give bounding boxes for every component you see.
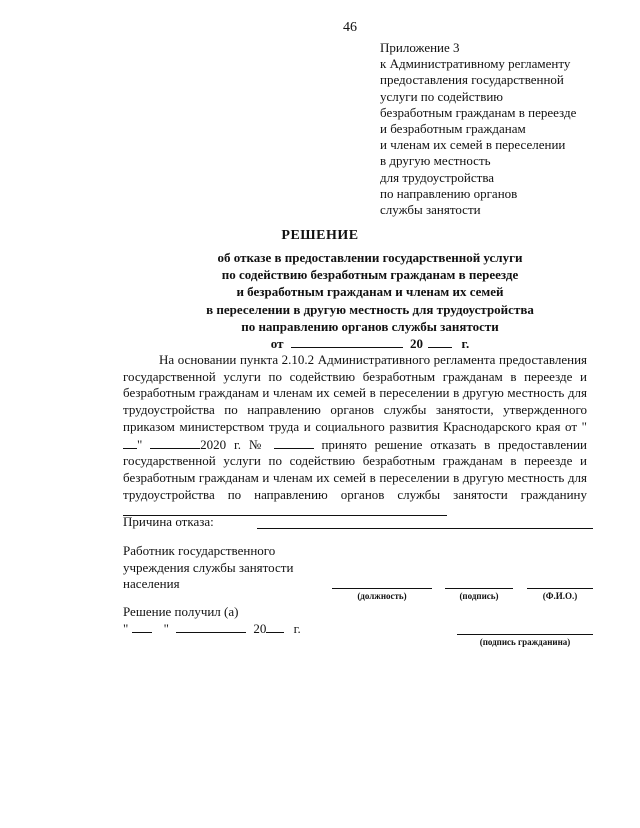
- appendix-line: в другую местность: [380, 153, 491, 169]
- document-title: РЕШЕНИЕ: [281, 228, 359, 243]
- body-text-part: 2020 г. №: [200, 436, 266, 452]
- full-name-caption: (Ф.И.О.): [542, 591, 578, 601]
- receipt-year-blank: [266, 620, 284, 633]
- employee-line: учреждения службы занятости: [123, 559, 294, 575]
- body-text-part: На основании пункта 2.10.2 Административного регламента предоставления государственной услуги по содействию безработным гражданам в переезде и безработным гражданам и членам их семей в переселении в другую местность для трудоустройства по направлению органов службы занятости, утвержденного приказом министерством труда и социального развития Краснодарского края от ": [123, 352, 587, 434]
- receipt-date-line: [123, 620, 301, 637]
- appendix-line: и членам их семей в переселении: [380, 137, 566, 153]
- date-suffix: г.: [461, 336, 470, 352]
- document-subtitle: [160, 249, 580, 352]
- full-name-line: [527, 588, 593, 589]
- date-prefix: от: [270, 336, 284, 352]
- citizen-signature-caption: (подпись гражданина): [479, 637, 571, 647]
- receipt-suffix: г.: [293, 621, 301, 636]
- citizen-signature-line: [457, 634, 593, 635]
- date-year: 20: [410, 336, 424, 352]
- date-blank: [291, 335, 403, 348]
- decision-date-line: [160, 335, 580, 352]
- subtitle-line: по направлению органов службы занятости: [241, 318, 499, 334]
- appendix-line: для трудоустройства: [380, 169, 495, 185]
- appendix-line: Приложение 3: [380, 40, 460, 55]
- quote-close: ": [163, 621, 169, 636]
- decision-body: [123, 352, 587, 521]
- body-text-part: принято решение отказать в предоставлении государственной услуги по содействию безработным гражданам в переезде и безработным гражданам и членам их семей в переселении в другую местность для трудоустройства по направлению органов службы занятости гражданину: [123, 436, 587, 502]
- subtitle-line: и безработным гражданам и членам их семей: [236, 284, 504, 300]
- order-month-blank: [150, 436, 200, 449]
- appendix-line: службы занятости: [380, 202, 481, 218]
- receipt-label: Решение получил (а): [123, 604, 239, 619]
- receipt-month-blank: [176, 620, 246, 633]
- position-line: [332, 588, 432, 589]
- appendix-line: услуги по содействию: [380, 88, 503, 104]
- subtitle-line: об отказе в предоставлении государственной услуги: [217, 250, 523, 265]
- body-text-part: ": [137, 436, 143, 452]
- employee-block: [123, 543, 293, 593]
- employee-line: населения: [123, 576, 180, 591]
- page-number: 46: [343, 20, 357, 35]
- signature-line: [445, 588, 513, 589]
- receipt-year: 20: [253, 621, 267, 636]
- subtitle-line: по содействию безработным гражданам в переезде: [221, 267, 519, 283]
- decision-paragraph: [123, 352, 587, 521]
- order-number-blank: [274, 436, 314, 449]
- appendix-line: безработным гражданам в переезде: [380, 104, 577, 120]
- signature-caption: (подпись): [459, 591, 499, 601]
- appendix-line: и безработным гражданам: [380, 121, 526, 137]
- appendix-line: предоставления государственной: [380, 72, 564, 88]
- refusal-reason-label: Причина отказа:: [123, 514, 214, 529]
- year-blank: [428, 335, 452, 348]
- quote-open: ": [123, 621, 129, 636]
- employee-line: Работник государственного: [123, 543, 276, 558]
- receipt-block: [123, 604, 301, 637]
- position-caption: (должность): [357, 591, 407, 601]
- receipt-day-blank: [132, 620, 152, 633]
- refusal-reason-blank: [257, 528, 593, 529]
- order-day-blank: [123, 436, 137, 449]
- appendix-line: к Административному регламенту: [380, 56, 571, 72]
- appendix-header: [380, 40, 576, 218]
- subtitle-line: в переселении в другую местность для трудоустройства: [206, 301, 534, 317]
- appendix-line: по направлению органов: [380, 185, 518, 201]
